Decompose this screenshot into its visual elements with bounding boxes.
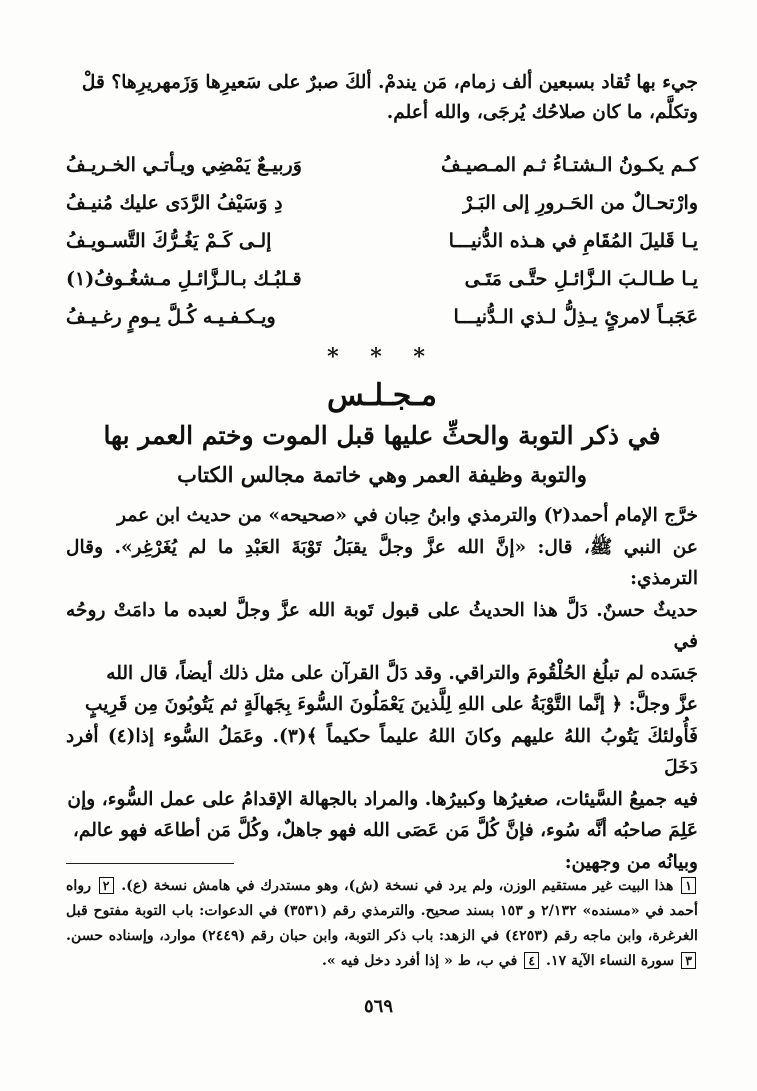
body-line: فَأُولئكَ يَتُوبُ اللهُ عليهم وكانَ اللهُ عليماً حكيماً ﴾(٣). وعَمَلُ السُّوء إذا(٤) أفرد دَخَلَ [66,725,698,778]
footnote-number: ٤ [524,952,539,969]
verse-second-hemistich: إلـى كَـمْ يَغُـرُّكَ التَّسـويـفُ [66,230,272,252]
intro-line-1: جيء بها تُقاد بسبعين ألف زمام، مَن يندمْ. ألكَ صبرٌ على سَعيرِها وَزَمهريرِها؟ قلْ [81,72,698,93]
footnote-number: ١ [681,877,696,894]
footnote-text: في ب، ط « إذا أفرد دخل فيه ». [321,953,518,969]
verse-first-hemistich: يـا قَليلَ المُقَامِ في هـذه الدُّنيـــا [448,230,698,252]
body-line: فيه جميعُ السَّيئات، صغيرُها وكبيرُها. والمراد بالجهالة الإقدامُ على عمل السُّوء، وإن [67,788,698,810]
verse-first-hemistich: وارْتحـالٌ من الحَـرورِ إلى البَـرْ [463,192,698,214]
footnote-text: رواه أحمد في «مسنده» ٢/١٣٢ و ١٥٣ بسند صحيح. والترمذي رقم (٣٥٣١) في الدعوات: باب التوبة مفتوح قبل الغرغرة، وابن ماجه رقم (٤٢٥٣) في الزهد: باب ذكر التوبة، وابن حبان رقم (٢٤٤٩) موارد، وإسناده حسن. [66,878,698,944]
verse-second-hemistich: وَربيـعٌ يَمْضِي ويـأتـي الخـريـفُ [66,154,302,176]
chapter-subtitle: والتوبة وظيفة العمر وهي خاتمة مجالس الكتاب [177,462,587,487]
poem-verse [66,146,698,184]
footnotes [66,874,698,974]
body-line: عزَّ وجلَّ: ﴿ إنَّما التَّوْبَةُ على اللهِ لِلَّذينَ يَعْمَلُونَ السُّوءَ بِجَهالَةٍ ثم يَتُوبُونَ مِن قَرِيبٍ [84,694,698,715]
footnote-number: ٢ [99,877,114,894]
body-text [66,500,698,878]
verse-first-hemistich: عَجَبـاً لامرئٍ يـذِلُّ لـذي الـدُّنيـــا [453,306,698,328]
verse-second-hemistich: دِ وَسَيْفُ الرَّدَى عليك مُنيـفُ [66,192,283,214]
poem-verse [66,184,698,222]
body-line: وبيانُه من وجهين: [564,851,698,873]
body-line: حديثٌ حسنٌ. دَلَّ هذا الحديثُ على قبول تَوبة الله عزَّ وجلَّ لعبده ما دامَتْ روحُه في [66,599,698,652]
verse-first-hemistich: يـا طـالـبَ الـزَّائـلِ حتَّـى مَتَـى [464,268,698,290]
footnote-divider [66,863,234,864]
body-line: عن النبي ﷺ، قال: «إنَّ الله عزَّ وجلَّ يقبَلُ تَوْبَةَ العَبْدِ ما لم يُغَرْغِر». وقال الترمذي: [66,536,698,589]
footnote-text: سورة النساء الآية ١٧. [546,953,675,969]
body-line: عَلِمَ صاحبُه أنَّه سُوء، فإنَّ كُلَّ مَن عَصَى الله فهو جاهلٌ، وكُلَّ مَن أطاعَه فهو عالم، [72,820,698,841]
verse-first-hemistich: كـم يكـونُ الـشتـاءُ ثـم المـصيـفُ [440,154,698,176]
verse-second-hemistich: ويـكـفـيـه كُـلَّ يـومٍ رغـيـفُ [66,306,276,328]
poem-verse [66,222,698,260]
footnote-number: ٣ [681,952,696,969]
body-line: خرَّج الإمام أحمد(٢) والترمذي وابنُ حِبان في «صحيحه» من حديث ابن عمر [117,505,698,526]
intro-line-2: وتكلَّم، ما كان صلاحُك يُرجَى، والله أعلم. [386,102,698,123]
poem-verse [66,298,698,336]
section-separator: * * * [327,344,437,370]
body-line: جَسَده لم تبلُغ الحُلْقُومَ والتراقي. وقد دَلَّ القرآن على مثل ذلك أيضاً، قال الله [106,662,698,684]
verse-second-hemistich: قـلبُـك بـالـزَّائـلِ مـشغُـوفُ(١) [66,268,302,290]
page-content [66,68,698,969]
chapter-title: في ذكر التوبة والحثِّ عليها قبل الموت وختم العمر بها [103,421,661,450]
poem-verse [66,260,698,298]
page-number: ٥٦٩ [363,996,393,1017]
poem [66,146,698,336]
majlis-heading: مـجـلـس [327,378,437,413]
footnote-text: هذا البيت غير مستقيم الوزن، ولم يرد في نسخة (ش)، وهو مستدرك في هامش نسخة (ع). [121,878,674,894]
